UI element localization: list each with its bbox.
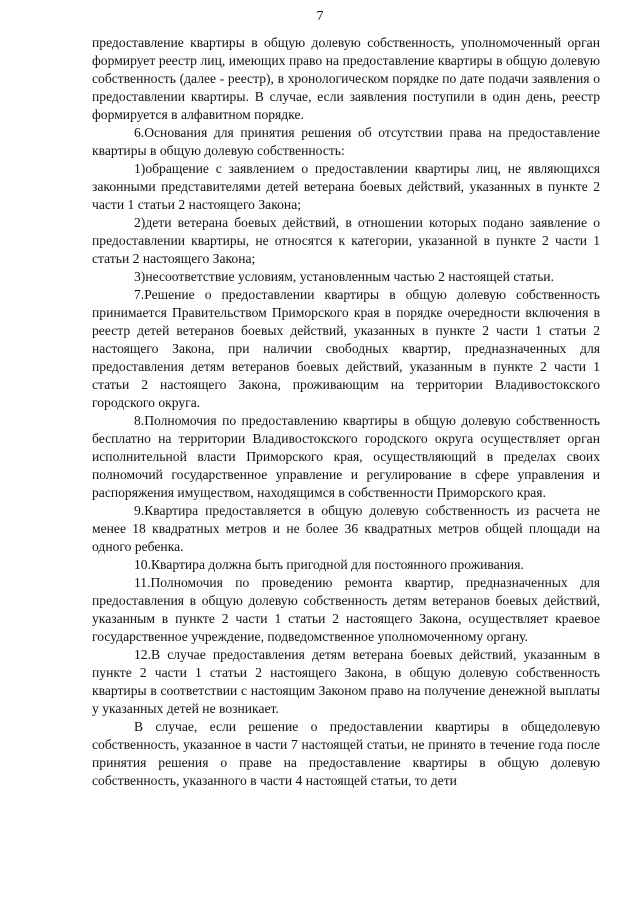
paragraph-clause-11: 11.Полномочия по проведению ремонта квартир, предназначенных для предоставления в общую долевую собственность детям ветеранов боевых действий, указанным в пункте 2 части 1 статьи 2 настоящего Закона, осуществляет краевое государственное учреждение, подведомственное уполномоченному органу. [92,575,600,644]
paragraph-clause-6-item-3: 3)несоответствие условиям, установленным частью 2 настоящей статьи. [134,269,554,284]
page-number: 7 [316,9,324,24]
paragraph-clause-12: 12.В случае предоставления детям ветерана боевых действий, указанным в пункте 2 части 1 статьи 2 настоящего Закона, в общую долевую собственность квартиры в соответствии с настоящим Законом право на получение денежной выплаты у указанных детей не возникает. [92,647,600,716]
document-body [92,34,600,790]
paragraph-clause-8: 8.Полномочия по предоставлению квартиры в общую долевую собственность бесплатно на территории Владивостокского городского округа осуществляет орган исполнительной власти Приморского края, осуществляющий в пределах своих полномочий государственное управление и регулирование в сфере управления и распоряжения имуществом, находящимся в собственности Приморского края. [92,413,600,500]
paragraph-clause-12-continued: В случае, если решение о предоставлении квартиры в общедолевую собственность, указанное в части 7 настоящей статьи, не принято в течение года после принятия решения о праве на предоставление квартиры в общую долевую собственность, указанного в части 4 настоящей статьи, то дети [92,719,600,788]
paragraph-clause-6-item-1: 1)обращение с заявлением о предоставлении квартиры лиц, не являющихся законными представителями детей ветерана боевых действий, указанных в пункте 2 части 1 статьи 2 настоящего Закона; [92,161,600,212]
paragraph-clause-10: 10.Квартира должна быть пригодной для постоянного проживания. [134,557,524,572]
paragraph-clause-6: 6.Основания для принятия решения об отсутствии права на предоставление квартиры в общую долевую собственность: [92,125,600,158]
paragraph-clause-6-item-2: 2)дети ветерана боевых действий, в отношении которых подано заявление о предоставлении квартиры, не относятся к категории, указанной в пункте 2 части 1 статьи 2 настоящего Закона; [92,215,600,266]
paragraph-continuation: предоставление квартиры в общую долевую собственность, уполномоченный орган формирует реестр лиц, имеющих право на предоставление квартиры в общую долевую собственность (далее - реестр), в хронологическом порядке по дате подачи заявления о предоставлении квартиры. В случае, если заявления поступили в один день, реестр формируется в алфавитном порядке. [92,35,600,122]
paragraph-clause-7: 7.Решение о предоставлении квартиры в общую долевую собственность принимается Правительством Приморского края в порядке очередности включения в реестр детей ветеранов боевых действий, указанных в пункте 2 части 1 статьи 2 настоящего Закона, при наличии свободных квартир, предназначенных для предоставления детям ветеранов боевых действий, указанным в пункте 2 части 1 статьи 2 настоящего Закона, проживающим на территории Владивостокского городского округа. [92,287,600,410]
paragraph-clause-9: 9.Квартира предоставляется в общую долевую собственность из расчета не менее 18 квадратных метров и не более 36 квадратных метров общей площади на одного ребенка. [92,503,600,554]
